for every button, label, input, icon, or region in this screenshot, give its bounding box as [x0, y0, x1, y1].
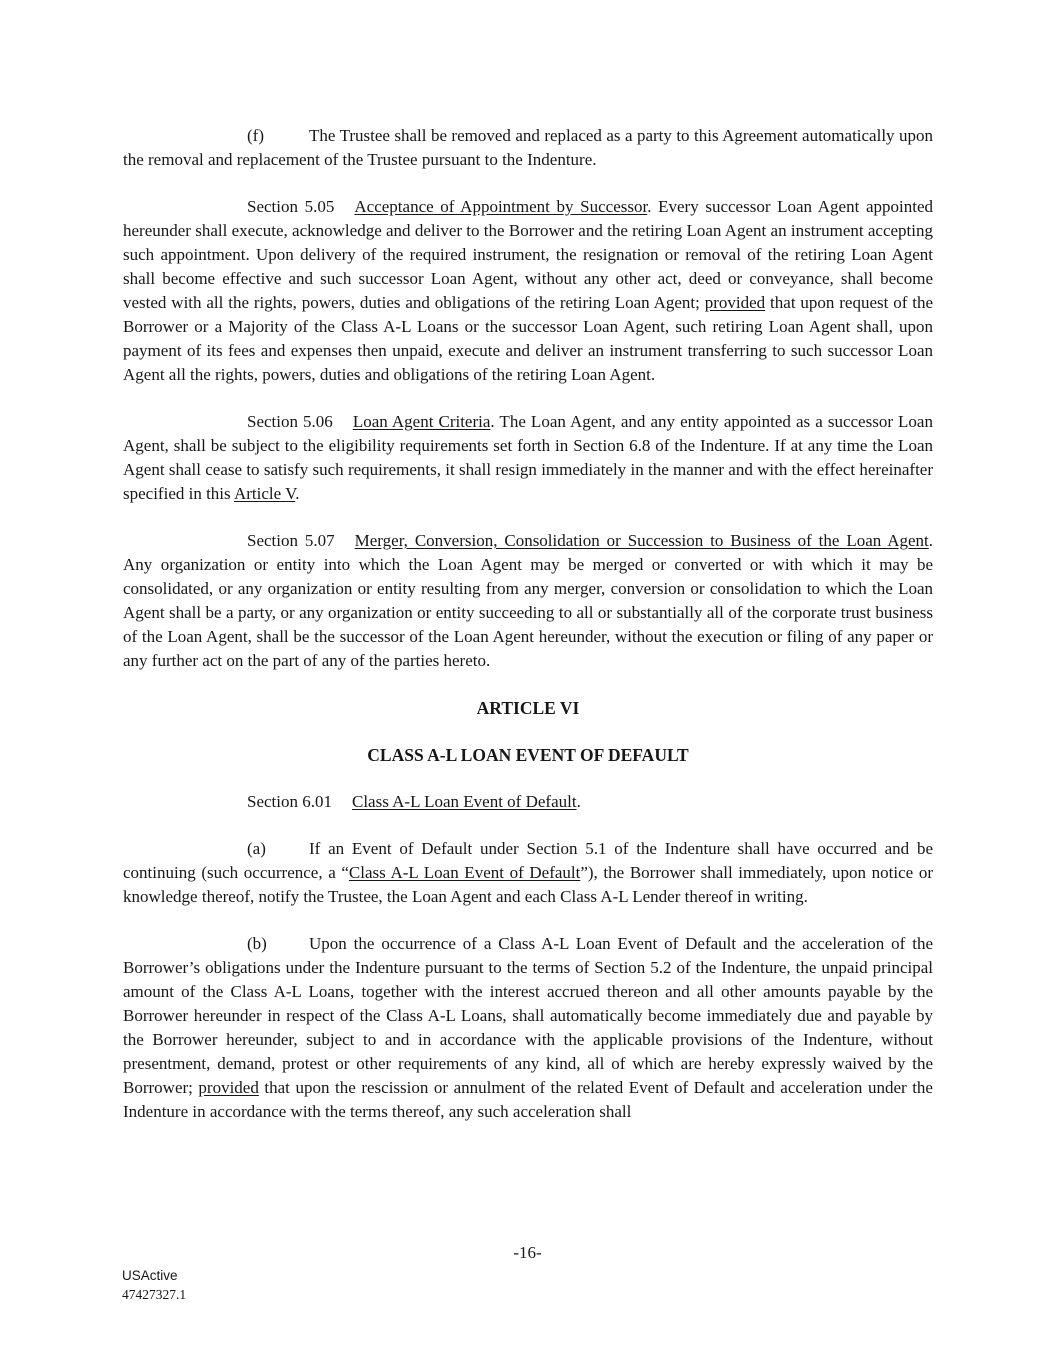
section-6-01-label: Section 6.01	[247, 792, 332, 811]
section-5-06-title: Loan Agent Criteria	[352, 412, 491, 431]
document-body	[123, 124, 933, 1147]
clause-b-body-2: that upon the rescission or annulment of the related Event of Default and acceleration under the Indenture in accordance with the terms thereof, any such acceleration shall	[123, 1078, 933, 1121]
clause-b-provided-term: provided	[198, 1078, 259, 1097]
clause-a-defined-term: Class A-L Loan Event of Default	[348, 863, 581, 882]
section-5-06-paragraph	[123, 410, 933, 506]
section-6-01-title: Class A-L Loan Event of Default	[352, 792, 577, 811]
article-vi-heading: ARTICLE VI	[476, 698, 580, 718]
section-5-06-body-1: . The Loan Agent, and any entity appointed as a successor Loan Agent, shall be subject to the eligibility requirements set forth in Section 6.8 of the Indenture. If at any time the Loan Agent shall cease to satisfy such requirements, it shall resign immediately in the manner and with the effect hereinafter specified in this	[123, 412, 933, 503]
clause-a-body-2: ”), the Borrower shall immediately, upon notice or knowledge thereof, notify the Trustee, the Loan Agent and each Class A-L Lender thereof in writing.	[123, 863, 933, 906]
footer-usactive-stamp: USActive	[122, 1268, 178, 1283]
section-5-05-body-2: that upon request of the Borrower or a Majority of the Class A-L Loans or the successor Loan Agent, such retiring Loan Agent shall, upon payment of its fees and expenses then unpaid, execute and deliver an instrument transferring to such successor Loan Agent all the rights, powers, duties and obligations of the retiring Loan Agent.	[123, 293, 934, 384]
clause-b-body-1: Upon the occurrence of a Class A-L Loan Event of Default and the acceleration of the Borrower’s obligations under the Indenture pursuant to the terms of Section 5.2 of the Indenture, the unpaid principal amount of the Class A-L Loans, together with the interest accrued thereon and all other amounts payable by the Borrower hereunder in respect of the Class A-L Loans, shall automatically become immediately due and payable by the Borrower hereunder, subject to and in accordance with the applicable provisions of the Indenture, without presentment, demand, protest or other requirements of any kind, all of which are hereby expressly waived by the Borrower;	[123, 934, 933, 1097]
section-5-05-provided-term: provided	[704, 293, 766, 312]
section-5-05-paragraph	[123, 195, 933, 387]
section-5-07-title: Merger, Conversion, Consolidation or Succession to Business of the Loan Agent	[354, 531, 929, 550]
footer-document-number: 47427327.1	[122, 1287, 187, 1302]
article-vi-subheading: CLASS A-L LOAN EVENT OF DEFAULT	[367, 745, 689, 765]
section-5-06-body-2: .	[295, 484, 300, 503]
section-5-06-article-v-reference: Article V	[233, 484, 296, 503]
section-6-01-paragraph	[123, 790, 933, 814]
page-number: -16-	[513, 1243, 542, 1262]
clause-f-paragraph	[123, 124, 933, 172]
clause-b-label: (b)	[247, 934, 267, 953]
section-5-07-label: Section 5.07	[247, 531, 335, 550]
section-5-05-label: Section 5.05	[247, 197, 335, 216]
section-5-07-body-1: . Any organization or entity into which the Loan Agent may be merged or converted or with which it may be consolidated, or any organization or entity resulting from any merger, conversion or consolidation to which the Loan Agent shall be a party, or any organization or entity succeeding to all or substantially all of the corporate trust business of the Loan Agent, shall be the successor of the Loan Agent hereunder, without the execution or filing of any paper or any further act on the part of any of the parties hereto.	[123, 531, 933, 670]
clause-f-label: (f)	[247, 126, 264, 145]
clause-b-paragraph	[123, 932, 933, 1124]
section-5-05-title: Acceptance of Appointment by Successor	[354, 197, 648, 216]
clause-a-body-1: If an Event of Default under Section 5.1 of the Indenture shall have occurred and be continuing (such occurrence, a “	[123, 839, 933, 882]
section-6-01-body-1: .	[576, 792, 581, 811]
document-footer	[122, 1266, 186, 1304]
section-5-06-label: Section 5.06	[247, 412, 333, 431]
clause-a-paragraph	[123, 837, 933, 909]
clause-f-text: The Trustee shall be removed and replaced as a party to this Agreement automatically upon the removal and replacement of the Trustee pursuant to the Indenture.	[123, 126, 933, 169]
section-5-05-body-1: . Every successor Loan Agent appointed hereunder shall execute, acknowledge and deliver to the Borrower and the retiring Loan Agent an instrument accepting such appointment. Upon delivery of the required instrument, the resignation or removal of the retiring Loan Agent shall become effective and such successor Loan Agent, without any other act, deed or conveyance, shall become vested with all the rights, powers, duties and obligations of the retiring Loan Agent;	[123, 197, 933, 312]
clause-a-label: (a)	[247, 839, 266, 858]
section-5-07-paragraph	[123, 529, 933, 673]
